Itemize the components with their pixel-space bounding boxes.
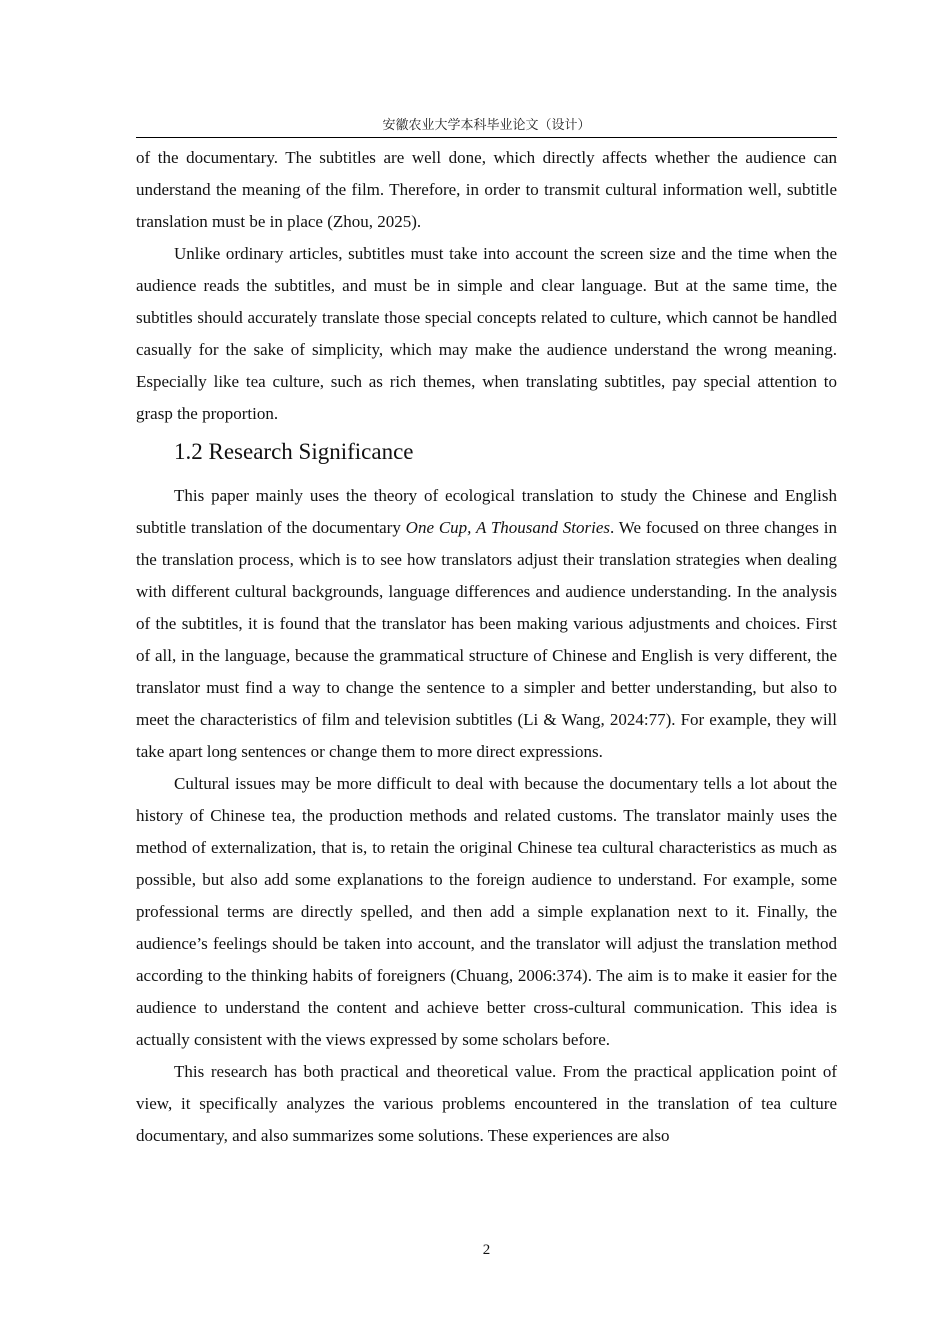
paragraph-4: Cultural issues may be more difficult to deal with because the documentary tells a lot about the history of Chinese tea, the production methods and related customs. The translator mainly uses the method of externalization, that is, to retain the original Chinese tea cultural characteristics as much as possible, but also add some explanations to the foreign audience to understand. For example, some professional terms are directly spelled, and then add a simple explanation next to it. Finally, the audience’s feelings should be taken into account, and the translator will adjust the translation method according to the thinking habits of foreigners (Chuang, 2006:374). The aim is to make it easier for the audience to understand the content and achieve better cross-cultural communication. This idea is actually consistent with the views expressed by some scholars before.	[136, 774, 837, 1049]
paragraph-3	[136, 480, 837, 768]
paragraph-3-text-a: This paper mainly uses the theory of ecological translation to study the Chinese and English subtitle translation of the documentary	[136, 486, 837, 537]
paragraph-2: Unlike ordinary articles, subtitles must take into account the screen size and the time when the audience reads the subtitles, and must be in simple and clear language. But at the same time, the subtitles should accurately translate those special concepts related to culture, which cannot be handled casually for the sake of simplicity, which may make the audience understand the wrong meaning. Especially like tea culture, such as rich themes, when translating subtitles, pay special attention to grasp the proportion.	[136, 244, 837, 423]
paragraph-1: of the documentary. The subtitles are well done, which directly affects whether the audience can understand the meaning of the film. Therefore, in order to transmit cultural information well, subtitle translation must be in place (Zhou, 2025).	[136, 148, 837, 231]
running-header: 安徽农业大学本科毕业论文（设计）	[382, 117, 591, 132]
documentary-title: One Cup, A Thousand Stories	[405, 518, 610, 537]
paragraph-3-text-b: . We focused on three changes in the translation process, which is to see how translators adjust their translation strategies when dealing with different cultural backgrounds, language differences and audience understanding. In the analysis of the subtitles, it is found that the translator has been making various adjustments and choices. First of all, in the language, because the grammatical structure of Chinese and English is very different, the translator must find a way to change the sentence to a simpler and better understanding, but also to meet the characteristics of film and television subtitles (Li & Wang, 2024:77). For example, they will take apart long sentences or change them to more direct expressions.	[136, 518, 837, 761]
body-text	[136, 142, 837, 1152]
header-rule	[136, 137, 837, 138]
paragraph-5: This research has both practical and theoretical value. From the practical application point of view, it specifically analyzes the various problems encountered in the translation of tea culture documentary, and also summarizes some solutions. These experiences are also	[136, 1062, 837, 1145]
section-heading: 1.2 Research Significance	[174, 439, 414, 464]
page-number: 2	[482, 1242, 491, 1258]
